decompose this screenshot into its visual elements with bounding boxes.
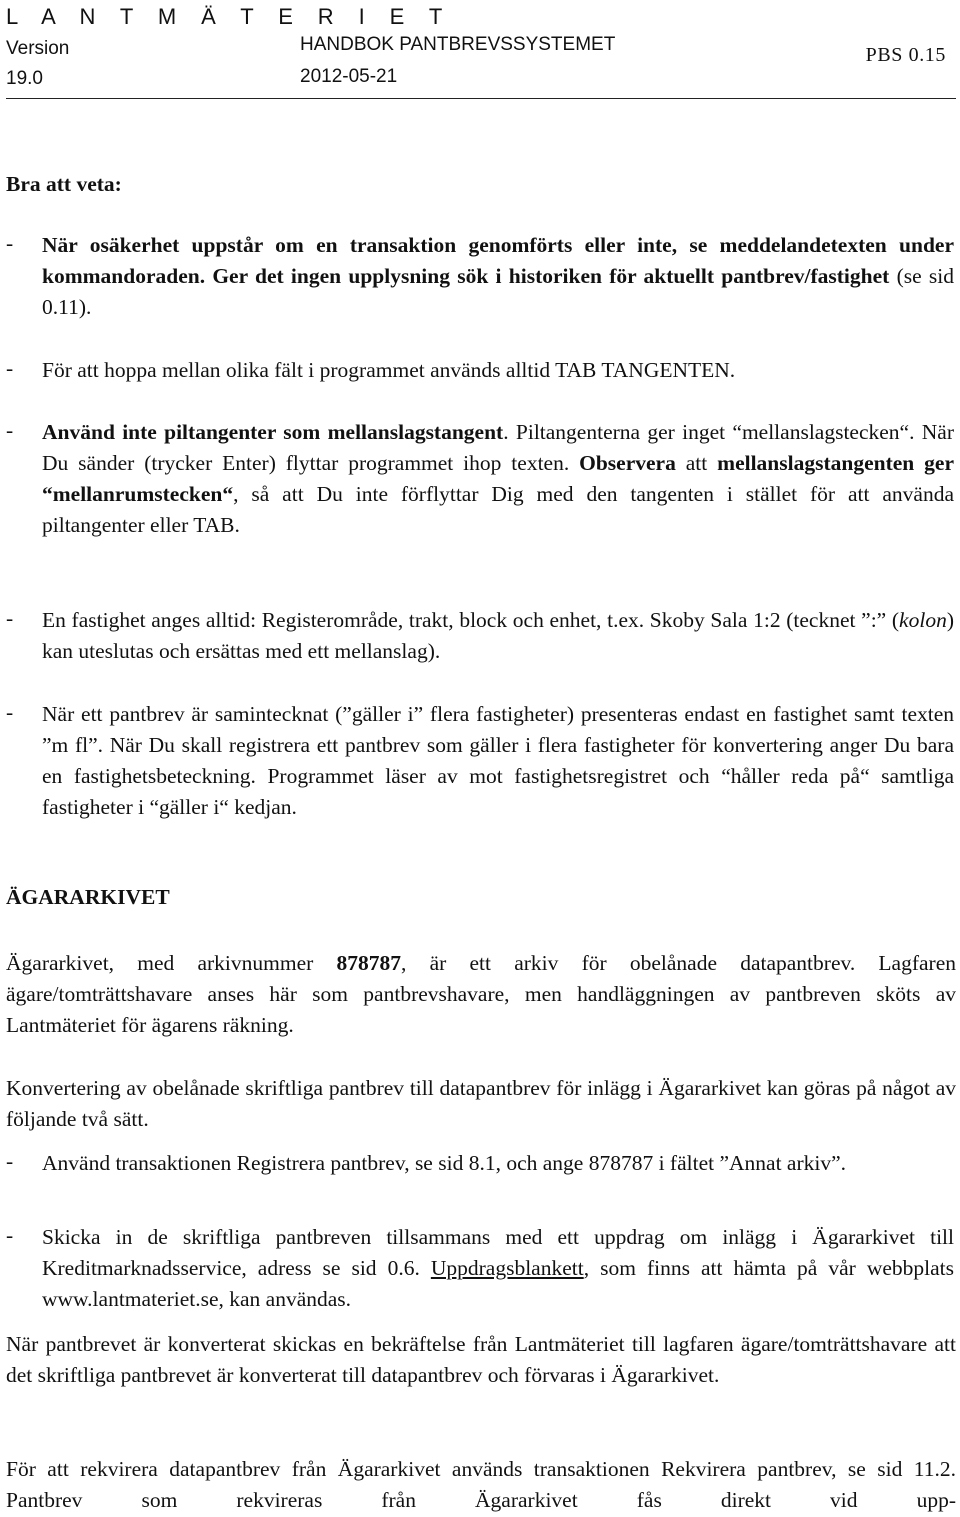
bullet-text: När ett pantbrev är samintecknat (”gäller i” flera fastigheter) presenteras endast en fastighet samt texten ”m fl”. När Du skall registrera ett pantbrev som gäller i flera fastigheter för konvertering anger Du bara en fastighetsbeteckning. Programmet läser av mot fastighetsregistret och “håller reda på“ samtliga fastigheter i “gäller i“ kedjan.: [42, 702, 954, 819]
bullet-dash: -: [6, 1149, 14, 1173]
bullet-dash: -: [6, 231, 14, 255]
bullet-text: , så att Du inte förflyttar Dig med den tangenten i stället för att använda piltangenter eller TAB.: [42, 482, 954, 537]
list-item-text: Skicka in de skriftliga pantbreven tillsammans med ett uppdrag om inlägg i Ägararkivet till Kreditmarknadsservice, adress se sid 0.6.: [42, 1225, 954, 1280]
paragraph-text: , är ett arkiv för obelånade datapantbrev. Lagfaren ägare/tomträttshavare anses här som pantbrevshavare, men handläggningen av pantbreven sköts av Lantmäteriet för ägarens räkning.: [6, 951, 957, 1037]
bullet-transaction-uncertainty: [42, 230, 954, 323]
paragraph-confirmation: [6, 1329, 956, 1391]
bullet-dash: -: [6, 356, 14, 380]
bullet-text: En fastighet anges alltid: Registerområde, trakt, block och enhet, t.ex. Skoby Sala 1:2 (tecknet ”:” (: [42, 608, 900, 632]
bullet-dash: -: [6, 418, 14, 442]
bold-phrase: Observera: [579, 451, 676, 475]
bullet-joint-mortgage: [42, 699, 954, 823]
list-item-register-transaction: [42, 1148, 954, 1179]
paragraph-text: Konvertering av obelånade skriftliga pantbrev till datapantbrev för inlägg i Ägararkivet kan göras på något av följande två sätt.: [6, 1076, 956, 1131]
paragraph-requisition: [6, 1454, 956, 1516]
bullet-text: ) kan uteslutas och ersättas med ett mellanslag).: [42, 608, 954, 663]
bullet-bold-text: När osäkerhet uppstår om en transaktion genomförts eller inte, se meddelandetexten under kommandoraden. Ger det ingen upplysning sök i historiken för aktuellt pantbrev/fastighet: [42, 233, 954, 288]
version-label: Version: [6, 38, 70, 59]
bullet-property-designation: [42, 605, 954, 667]
section-heading-agararkivet: ÄGARARKIVET: [6, 885, 170, 909]
paragraph-text: Ägararkivet, med arkivnummer: [6, 951, 337, 975]
section-heading-bra-att-veta: Bra att veta:: [6, 172, 122, 196]
list-item-text: , som finns att hämta på vår webbplats www.lantmateriet.se, kan användas.: [42, 1256, 954, 1311]
bullet-arrow-keys: [42, 417, 954, 541]
version-number: 19.0: [6, 68, 43, 89]
paragraph-conversion: [6, 1073, 956, 1135]
bold-phrase: mellanslagstangenten ger “mellanrumstecken“: [42, 451, 954, 506]
uppdragsblankett-link[interactable]: Uppdragsblankett: [430, 1256, 584, 1280]
paragraph-text: För att rekvirera datapantbrev från Ägararkivet används transaktionen Rekvirera pantbrev, se sid 11.2. Pantbrev som rekvireras från Ägararkivet fås direkt vid upp-: [6, 1457, 956, 1512]
bullet-text: För att hoppa mellan olika fält i programmet används alltid TAB TANGENTEN.: [42, 358, 736, 382]
bullet-dash: -: [6, 1223, 14, 1247]
archive-number: 878787: [336, 951, 402, 975]
bullet-dash: -: [6, 700, 14, 724]
paragraph-text: När pantbrevet är konverterat skickas en bekräftelse från Lantmäteriet till lagfaren ägare/tomträttshavare att det skriftliga pantbrevet är konverterat till datapantbrev och förvaras i Ägararkivet.: [6, 1332, 956, 1387]
document-title: HANDBOK PANTBREVSSYSTEMET: [300, 34, 616, 55]
list-item-text: Använd transaktionen Registrera pantbrev, se sid 8.1, och ange 878787 i fältet ”Annat arkiv”.: [42, 1151, 847, 1175]
bullet-dash: -: [6, 606, 14, 630]
list-item-send-in: [42, 1222, 954, 1315]
italic-term: kolon: [899, 608, 947, 632]
bullet-reference: (se sid 0.11).: [42, 264, 954, 319]
document-date: 2012-05-21: [300, 66, 398, 87]
bold-phrase: Använd inte piltangenter som mellanslagstangent: [42, 420, 504, 444]
page-code: PBS 0.15: [865, 44, 946, 66]
bullet-text: att: [675, 451, 718, 475]
bullet-text: . Piltangenterna ger inget “mellanslagstecken“. När Du sänder (trycker Enter) flyttar programmet ihop texten.: [42, 420, 954, 475]
header-divider: [6, 98, 956, 99]
bullet-tab-key: [42, 355, 954, 386]
brand-name: L A N T M Ä T E R I E T: [6, 4, 452, 29]
paragraph-owner-archive-intro: [6, 948, 956, 1041]
